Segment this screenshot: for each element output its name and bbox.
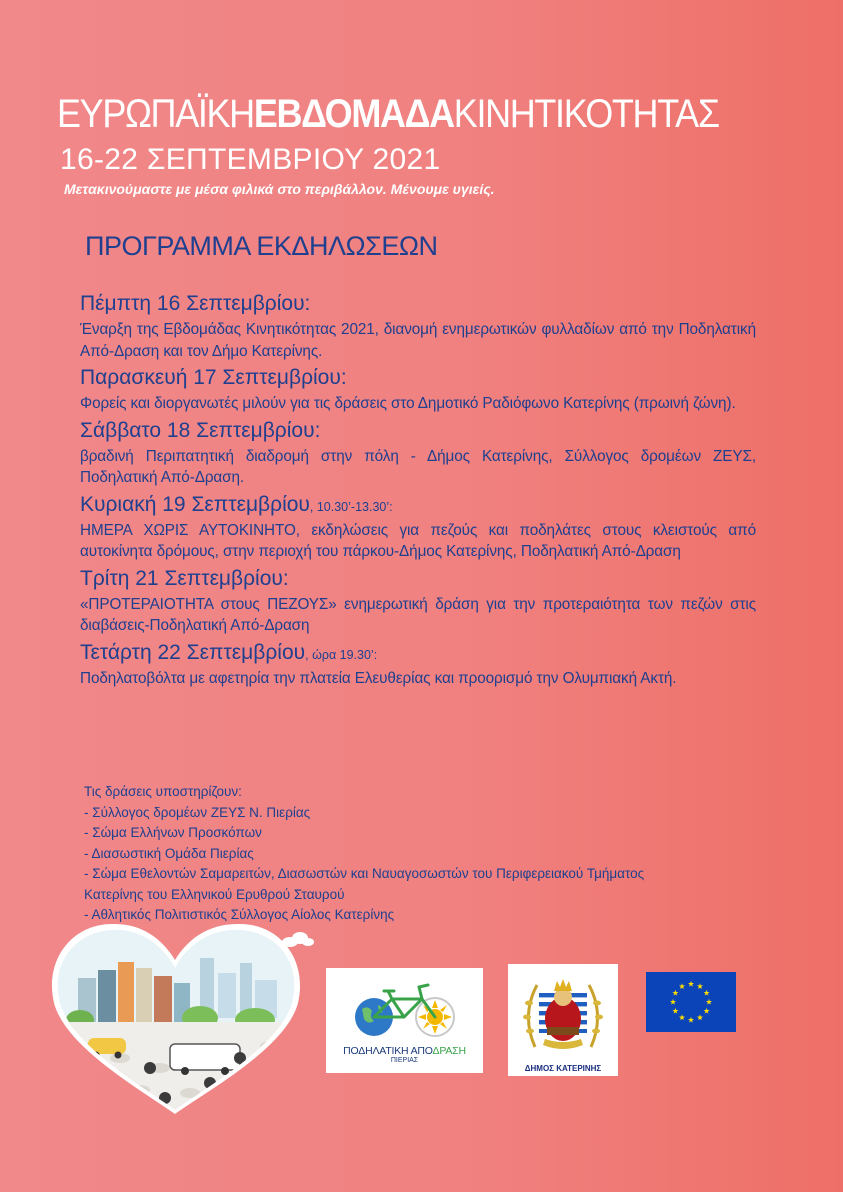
event-day-label: Πέμπτη 16 Σεπτεμβρίου: [80, 292, 311, 315]
event-day-label: Σάββατο 18 Σεπτεμβρίου: [80, 418, 321, 442]
title-part-2: ΕΒΔΟΜΑΔΑ [253, 92, 454, 136]
supporters-section [84, 782, 774, 926]
event-day-label: Παρασκευή 17 Σεπτεμβρίου: [80, 366, 347, 389]
supporter-item: - Αθλητικός Πολιτιστικός Σύλλογος Αίολος Κατερίνης [84, 907, 395, 922]
event-day [80, 365, 756, 393]
event-description: Φορείς και διοργανωτές μιλούν για τις δράσεις στο Δημοτικό Ραδιόφωνο Κατερίνης (πρωινή ζώνη). [80, 395, 736, 412]
event-description: ΗΜΕΡΑ ΧΩΡΙΣ ΑΥΤΟΚΙΝΗΤΟ, εκδηλώσεις για πεζούς και ποδηλάτες στους κλειστούς από αυτοκίνητα δρόμους, στην περιοχή του πάρκου-Δήμος Κατερίνης, Ποδηλατική Από-Δραση [80, 521, 756, 560]
event-time: , ώρα 19.30’: [305, 647, 378, 662]
event-description: Ποδηλατοβόλτα με αφετηρία την πλατεία Ελευθερίας και προορισμό την Ολυμπιακή Ακτή. [80, 669, 677, 687]
event-description: βραδινή Περιπατητική διαδρομή στην πόλη - Δήμος Κατερίνης, Σύλλογος δρομέων ΖΕΥΣ, Ποδηλατική Από-Δραση. [80, 447, 756, 486]
event-description: «ΠΡΟΤΕΡΑΙΟΤΗΤΑ στους ΠΕΖΟΥΣ» ενημερωτική δράση για την προτεραιότητα των πεζών στις διαβάσεις-Ποδηλατική Από-Δραση [80, 595, 756, 634]
supporter-item: Κατερίνης του Ελληνικού Ερυθρού Σταυρού [84, 886, 345, 902]
supporter-item: - Σύλλογος δρομέων ΖΕΥΣ Ν. Πιερίας [84, 804, 311, 820]
cycling-org-region: ΠΙΕΡΙΑΣ [390, 1057, 419, 1064]
event-item [80, 492, 756, 563]
program-title: ΠΡΟΓΡΑΜΜΑ ΕΚΔΗΛΩΣΕΩΝ [85, 231, 438, 261]
supporters-list [84, 803, 774, 926]
heart-city-illustration [50, 918, 320, 1118]
event-day [80, 566, 756, 594]
bicycle-globe-sun-icon [342, 977, 467, 1043]
event-time: , 10.30’-13.30’: [309, 499, 393, 514]
bike-name-part1: ΠΟΔΗΛΑΤΙΚΗ ΑΠΟ [343, 1045, 433, 1057]
municipality-logo [508, 964, 618, 1076]
slogan: Μετακινούμαστε με μέσα φιλικά στο περιβάλλον. Μένουμε υγιείς. [64, 181, 495, 197]
bike-name-part2: ΔΡΑΣΗ [432, 1045, 466, 1057]
cycling-organization-logo [326, 968, 483, 1073]
cycling-org-name [343, 1045, 466, 1057]
event-item [80, 365, 756, 415]
municipality-name: ΔΗΜΟΣ ΚΑΤΕΡΙΝΗΣ [524, 1064, 602, 1073]
event-day-label: Τετάρτη 22 Σεπτεμβρίου [80, 640, 306, 664]
events-list [80, 291, 756, 692]
event-day-label: Τρίτη 21 Σεπτεμβρίου: [80, 566, 289, 590]
event-day [80, 640, 756, 668]
title-part-3: ΚΙΝΗΤΙΚΟΤΗΤΑΣ [453, 92, 719, 136]
event-day [80, 492, 756, 520]
event-item [80, 418, 756, 489]
title-part-1: ΕΥΡΩΠΑΪΚΗ [57, 92, 254, 136]
supporter-item: - Διασωστική Ομάδα Πιερίας [84, 845, 254, 861]
supporter-item: - Σώμα Εθελοντών Σαμαρειτών, Διασωστών και Ναυαγοσωστών του Περιφερειακού Τμήματος [84, 866, 645, 881]
event-day [80, 291, 756, 319]
supporters-intro: Τις δράσεις υποστηρίζουν: [84, 784, 242, 799]
event-day-label: Κυριακή 19 Σεπτεμβρίου [80, 492, 310, 516]
eu-flag-icon [646, 972, 736, 1032]
event-item [80, 291, 756, 362]
event-dates: 16-22 ΣΕΠΤΕΜΒΡΙΟΥ 2021 [60, 143, 441, 176]
main-title [57, 92, 741, 136]
event-item [80, 566, 756, 637]
event-day [80, 418, 756, 446]
event-description: Έναρξη της Εβδομάδας Κινητικότητας 2021, διανομή ενημερωτικών φυλλαδίων από την Ποδηλατική Από-Δραση και τον Δήμο Κατερίνης. [80, 321, 756, 360]
event-item [80, 640, 756, 690]
municipality-emblem-icon [515, 967, 611, 1063]
supporter-item: - Σώμα Ελλήνων Προσκόπων [84, 825, 262, 840]
